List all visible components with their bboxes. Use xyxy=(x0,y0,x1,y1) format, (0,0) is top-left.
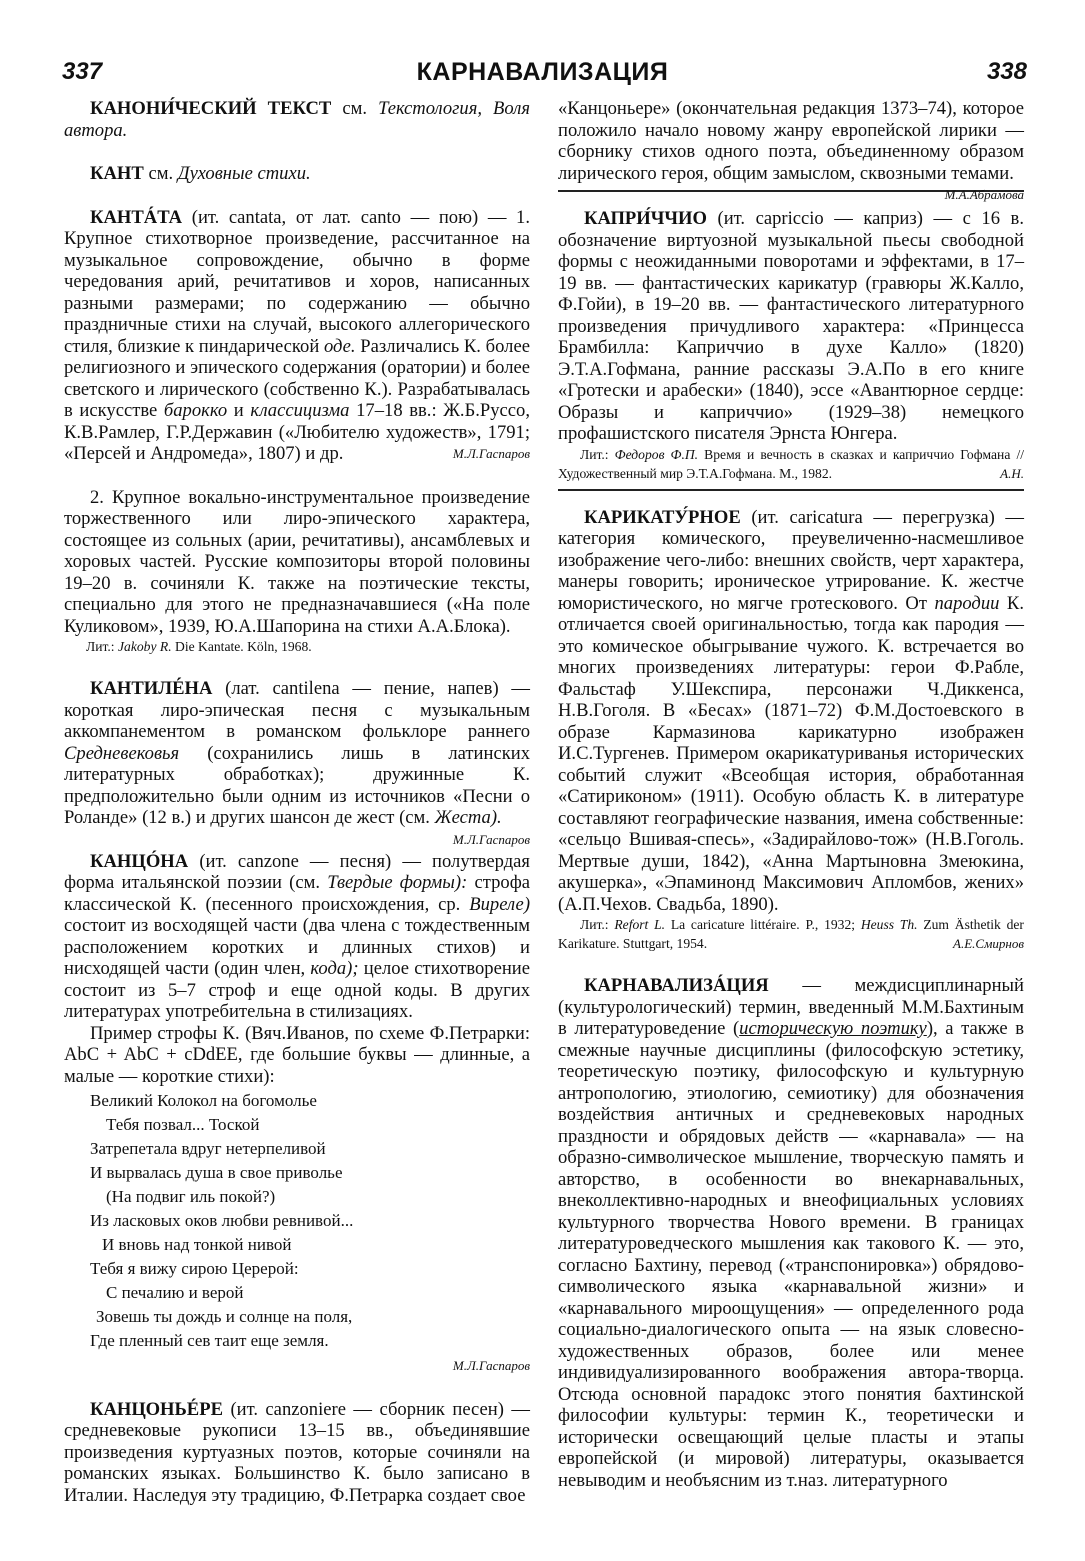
poem-line: Зовешь ты дождь и солнце на поля, xyxy=(96,1307,353,1326)
entry-text: (ит. capriccio — каприз) — с 16 в. обозначение виртуозной музыкальной пьесы свободной формы с неожиданными поворотами и эффектами, в 17–19 вв. — фантастических карикатур (гравюры Ж.Калло, Ф.Гойи), в 19–20 вв. — фантастического литературного произведения причудливого характера: «Принцесса Брамбилла: Каприччио в духе Калло» (1820) Э.Т.А.Гофмана, ранние рассказы Э.А.По в его книге «Гротески и арабески» (1840), эссе «Авантюрное сердце: Образы и каприччио» (1929–38) немецкого профашистского писателя Эрнста Юнгера. xyxy=(558,208,1024,444)
entry-kanconiere-continued xyxy=(558,98,1024,202)
page-number-left: 337 xyxy=(62,58,103,85)
headword: КАРИКАТУ́РНОЕ xyxy=(584,506,741,528)
poem-line: Где пленный сев таит еще земля. xyxy=(90,1331,329,1350)
headword: КАПРИ́ЧЧИО xyxy=(584,208,707,229)
author-signature: А.Е.Смирнов xyxy=(953,936,1024,951)
entry-text: (лат. cantilena — пение, напев) — короткая лиро-эпическая песня с музыкальным аккомпанементом в романском фольклоре раннего xyxy=(64,678,530,742)
page-number-right: 338 xyxy=(986,58,1027,85)
headword: КАНТИЛÉНА xyxy=(90,678,213,699)
entry-text: 2. Крупное вокально-инструментальное произведение торжественного или лиро-эпического характера, состоящее из сольных (арии, речитативы), ансамблевых и хоровых частей. Русские композиторы второй половины 19–20 в. сочиняли К. также на поэтические тексты, специально для этого не предназначавшиеся («На поле Куликовом», 1939, Ю.А.Шапорина на стихи А.А.Блока). xyxy=(64,486,530,637)
cross-reference: пародии xyxy=(934,592,1000,614)
entry-kant xyxy=(64,163,530,185)
author-signature: М.Л.Гаспаров xyxy=(452,831,530,847)
headword: КАНЦÓНА xyxy=(90,850,189,872)
poem-line: Великий Колокол на богомолье xyxy=(90,1091,317,1110)
literature-note xyxy=(64,637,530,656)
cross-reference: оде. xyxy=(323,335,356,357)
entry-text: Пример строфы К. (Вяч.Иванов, по схеме Ф.Петрарки: AbC + AbC + cDdEE, где большие буквы — длинные, а малые — короткие стихи): xyxy=(64,1022,530,1087)
running-head: КАРНАВАЛИЗАЦИЯ xyxy=(416,58,669,86)
poem-line: (На подвиг иль покой?) xyxy=(106,1187,276,1206)
literature-author: Heuss Th. xyxy=(860,917,918,932)
entry-kantata xyxy=(64,207,530,657)
poem-line: Из ласковых оков любви ревнивой... xyxy=(90,1211,354,1230)
left-column xyxy=(64,98,530,1506)
entry-text: и xyxy=(233,400,244,421)
headword: КАНТÁТА xyxy=(90,206,183,228)
cross-reference: кода); xyxy=(310,958,359,979)
entry-text: (ит. cantata, от лат. canto — пою) — 1. Крупное стихотворное произведение, рассчитанное на музыкальное сопровождение, обычно в форме чередования арий, речитативов и хоров, написанных разными размерами; по содержанию — обычно праздничные стихи на случай, высокого аллегорического стиля, близкие к пиндарической xyxy=(64,206,530,357)
author-signature: М.А.Абрамова xyxy=(944,187,1024,202)
literature-author: Refort L. xyxy=(614,917,666,932)
author-signature: А.Н. xyxy=(1000,465,1024,481)
entry-text: строфа классической К. (песенного происхождения, ср. xyxy=(64,872,530,915)
poem-line: С печалию и верой xyxy=(106,1283,244,1302)
entry-text: 17–18 вв.: Ж.Б.Руссо, К.В.Рамлер, Г.Р.Державин («Любителю художеств», 1791; «Персей и Андромеда», 1807) и др. xyxy=(64,400,530,464)
entry-text: (ит. caricatura — перегрузка) — категория комического, преувеличенно-насмешливое изображение чего-либо: внешних свойств, черт характера, манеры говорить; ироническое утрирование. К. жестче юмористического, но мягче гротескового. От xyxy=(558,506,1024,614)
cross-reference: Текстология, Воля автора. xyxy=(64,98,530,141)
headword: КАНОНИ́ЧЕСКИЙ ТЕКСТ xyxy=(90,98,332,119)
headword: КАНТ xyxy=(90,163,144,184)
entry-karikaturnoe xyxy=(558,507,1024,954)
cross-reference: барокко xyxy=(163,400,228,421)
cross-reference: Средневековья xyxy=(64,742,180,764)
poem-line: Затрепетала вдруг нетерпеливой xyxy=(90,1139,326,1158)
literature-text: Время и вечность в сказках и каприччио Гофмана // Художественный мир Э.Т.А.Гофмана. М., 1982. xyxy=(558,446,1024,481)
divider xyxy=(558,489,1024,491)
cross-reference: Жеста). xyxy=(434,807,502,828)
entry-text: Различались К. более религиозного и эпического содержания (оратории) и более светского и лирического (собственно К.). Разрабатывалась в искусстве xyxy=(64,335,530,421)
cross-reference: историческую поэтику xyxy=(739,1018,927,1039)
poem-line: Тебя позвал... Тоской xyxy=(106,1115,260,1134)
literature-author: Федоров Ф.П. xyxy=(614,446,699,462)
poem-line: И вновь над тонкой нивой xyxy=(102,1235,292,1254)
entry-text: (ит. canzoniere — сборник песен) — средневековые рукописи 13–15 вв., объединявшие произведения куртуазных поэтов, которые сочиняли на романских языках. Большинство К. было записано в Италии. Наследуя эту традицию, Ф.Петрарка создает свое xyxy=(64,1398,530,1506)
poem-line: И вырвалась душа в свое приволье xyxy=(90,1163,343,1182)
cross-reference: Твердые формы): xyxy=(327,872,468,893)
literature-note xyxy=(558,915,1024,953)
literature-author: Jakoby R. xyxy=(118,639,172,654)
cross-reference: Духовные стихи. xyxy=(177,163,311,184)
literature-note xyxy=(558,445,1024,483)
entry-kaprichchio xyxy=(558,208,1024,483)
headword: КАНЦОНЬÉРЕ xyxy=(90,1398,223,1420)
cross-reference: Виреле) xyxy=(469,893,531,915)
entry-kancona xyxy=(64,851,530,1377)
entry-text: (сохранились лишь в латинских литературных обработках); дружинные К. предположительно были одним из источников «Песни о Роланде» (12 в.) и других шансон де жест (см. xyxy=(64,742,530,828)
author-signature: М.Л.Гаспаров xyxy=(452,446,530,461)
entry-text: (ит. canzone — песня) — полутвердая форма итальянской поэзии (см. xyxy=(64,850,530,893)
literature-label: Лит.: xyxy=(86,639,115,654)
entry-kantilena xyxy=(64,678,530,847)
headword: КАРНАВАЛИЗÁЦИЯ xyxy=(584,975,769,996)
entry-text: — междисциплинарный (культурологический) термин, введенный М.М.Бахтиным в литературоведение ( xyxy=(558,975,1024,1039)
entry-text: целое стихотворение состоит из 5–7 строф и еще одной коды. В других литературах употребительна в стилизациях. xyxy=(64,958,530,1022)
entry-text: «Канцоньере» (окончательная редакция 1373–74), которое положило начало новому жанру европейской лирики — сборнику стихов одного поэта, объединенному образом лирического героя, общим замыслом, сквозными темами. xyxy=(558,98,1024,184)
entry-karnavalizaciya xyxy=(558,975,1024,1491)
entry-text: состоит из восходящей части (два члена с тождественным расположением коротких и длинных стихов) и нисходящей части (один член, xyxy=(64,915,530,979)
literature-label: Лит.: xyxy=(580,917,609,932)
literature-text: Zum Ästhetik der Karikature. Stuttgart, 1954. xyxy=(558,917,1024,951)
see-label: см. xyxy=(342,98,368,119)
poem-line: Тебя я вижу сирою Церерой: xyxy=(90,1259,299,1278)
entry-kanconiere xyxy=(64,1399,530,1507)
literature-label: Лит.: xyxy=(580,446,609,462)
right-column xyxy=(558,98,1024,1491)
literature-text: La caricature littéraire. P., 1932; xyxy=(670,917,856,932)
page-header xyxy=(0,0,1085,100)
literature-text: Die Kantate. Köln, 1968. xyxy=(175,639,312,654)
poem xyxy=(90,1089,530,1353)
entry-text: К. отличается своей оригинальностью, тогда как пародия — это комическое обыгрывание чужого. К. встречается во многих произведениях литературы: герои Ф.Рабле, Фальстаф У.Шекспира, персонажи Ч.Диккенса, Н.В.Гоголя. В «Бесах» (1871–72) Ф.М.Достоевского в образе Кармазинова карикатурно изображен И.С.Тургенев. Примером окарикатуриванья исторических событий служит «Всеобщая история, обработанная «Сатириконом» (1911). Особую область К. в литературе составляют географические названия, имена собственные: «сельцо Вшивая-спесь», «Задирайлово-тож» (Н.В.Гоголь. Мертвые души, 1842), «Анна Мартыновна Змеюкина, акушерка», «Эпаминонд Максимович Апломбов, жених» (А.П.Чехов. Свадьба, 1890). xyxy=(558,592,1024,915)
see-label: см. xyxy=(148,163,174,184)
entry-text: ), а также в смежные научные дисциплины (философскую эстетику, теоретическую поэтику, философскую и культурную антропологию, этиологию, семиотику) для обозначения воздействия античных и средневековых народных праздности и обрядовых действ — «карнавала» — на образно-символическое мышление, творческую память и авторство, в особенности во внекарнавальных, внеколлективно-народных и внеофициальных условиях культурного творчества Нового времени. В границах литературоведческого мышления как такового К. — это, согласно Бахтину, перевод («транспонировка») обрядово-символического языка «карнавальной жизни» и «карнавального мироощущения» — определенного рода социально-диалогического опыта — на язык словесно-художественных образов, более или менее индивидуализированного воображения автора-творца. Отсюда основной парадокс этого понятия бахтинской философии культуры: термин К., теоретически и исторически освещающий целые пласты и этапы европейской (и мировой) литературы, оказывается невыводим и необъясним из т.наз. литературного xyxy=(558,1018,1024,1491)
entry-kanonicheskiy-tekst xyxy=(64,98,530,141)
author-signature: М.Л.Гаспаров xyxy=(452,1358,530,1373)
cross-reference: классицизма xyxy=(250,400,350,421)
